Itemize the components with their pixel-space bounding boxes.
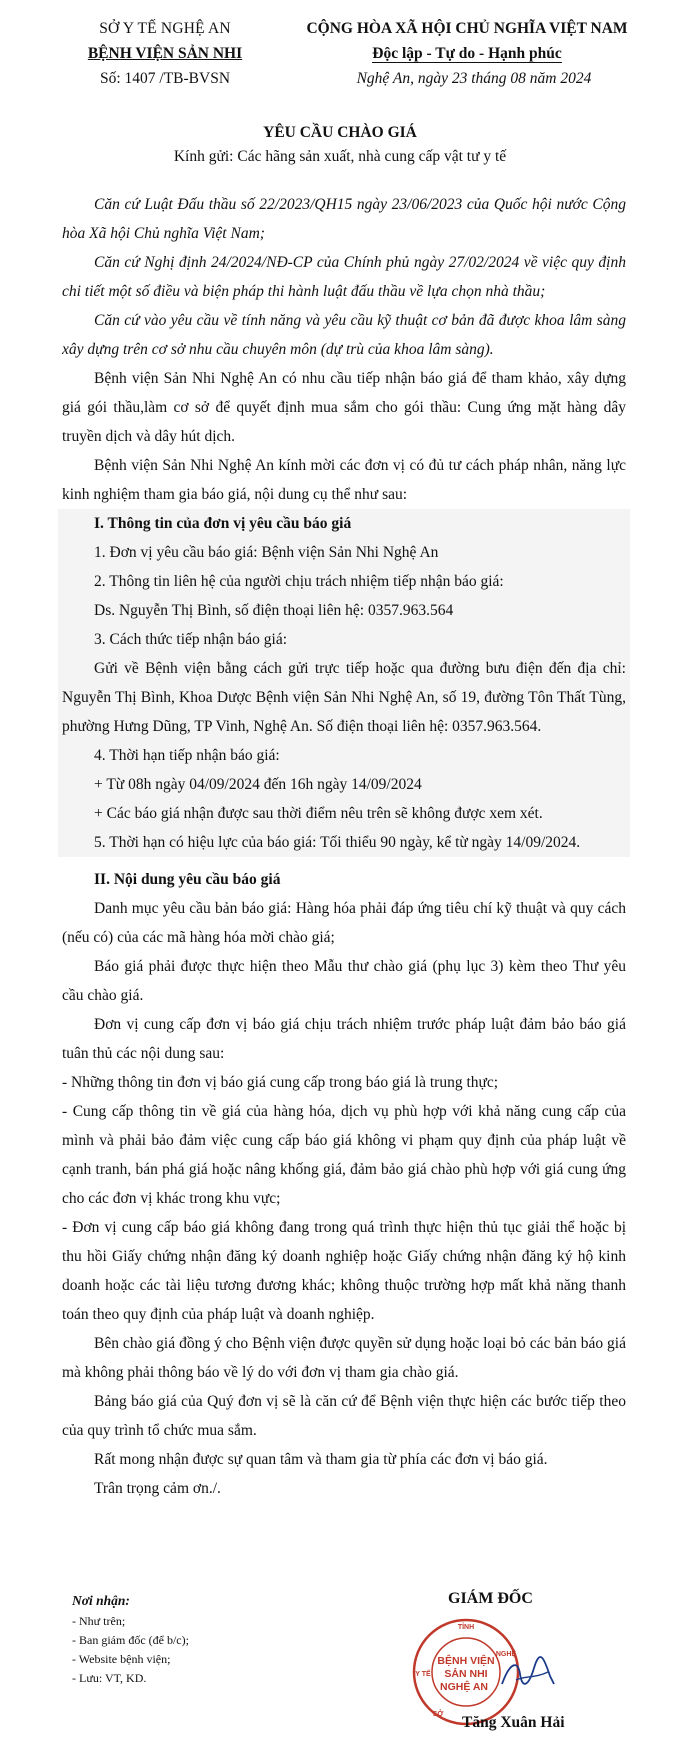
section-1-heading: I. Thông tin của đơn vị yêu cầu báo giá: [94, 515, 352, 532]
basis-paragraph: Căn cứ Luật Đấu thầu số 22/2023/QH15 ngày 23/06/2023 của Quốc hội nước Cộng hòa Xã hội Chủ nghĩa Việt Nam;: [62, 196, 626, 242]
recipient-item: - Ban giám đốc (để b/c);: [72, 1633, 189, 1647]
section-2-paragraph: Đơn vị cung cấp đơn vị báo giá chịu trách nhiệm trước pháp luật đảm bảo báo giá tuân thủ các nội dung sau:: [62, 1016, 626, 1062]
motto-text: Độc lập - Tự do - Hạnh phúc: [372, 45, 562, 62]
section-2-paragraph: Báo giá phải được thực hiện theo Mẫu thư chào giá (phụ lục 3) kèm theo Thư yêu cầu chào giá.: [62, 958, 626, 1004]
recipient-item: - Website bệnh viện;: [72, 1652, 171, 1666]
intro-paragraph: Bệnh viện Sản Nhi Nghệ An có nhu cầu tiếp nhận báo giá để tham khảo, xây dựng giá gói thầu,làm cơ sở để quyết định mua sắm cho gói thầu: Cung ứng mặt hàng dây truyền dịch và dây hút dịch.: [62, 370, 626, 445]
svg-text:Y TẾ: Y TẾ: [415, 1671, 431, 1678]
section-1-item-detail: + Từ 08h ngày 04/09/2024 đến 16h ngày 14/09/2024: [94, 776, 422, 793]
intro-paragraph: Bệnh viện Sản Nhi Nghệ An kính mời các đơn vị có đủ tư cách pháp nhân, năng lực kinh nghiệm tham gia báo giá, nội dung cụ thể như sau:: [62, 457, 626, 503]
section-1-item: 4. Thời hạn tiếp nhận báo giá:: [94, 747, 280, 764]
section-2-paragraph: Bên chào giá đồng ý cho Bệnh viện được quyền sử dụng hoặc loại bỏ các bản báo giá mà không phải thông báo về lý do với đơn vị tham gia chào giá.: [62, 1335, 626, 1381]
section-2-bullet: - Những thông tin đơn vị báo giá cung cấp trong báo giá là trung thực;: [62, 1074, 499, 1091]
svg-text:NGHỆ AN: NGHỆ AN: [439, 1681, 489, 1693]
recipients-label: Nơi nhận:: [72, 1593, 130, 1608]
org-name: SỞ Y TẾ NGHỆ AN: [99, 20, 231, 37]
addressee: Kính gửi: Các hãng sản xuất, nhà cung cấp vật tư y tế: [173, 148, 507, 165]
svg-text:SỞ: SỞ: [432, 1711, 444, 1718]
section-1-item: 1. Đơn vị yêu cầu báo giá: Bệnh viện Sản Nhi Nghệ An: [94, 544, 439, 561]
document-body: [62, 190, 626, 1503]
signer-name: Tăng Xuân Hải: [462, 1714, 565, 1731]
section-1-item-detail: + Các báo giá nhận được sau thời điểm nêu trên sẽ không được xem xét.: [94, 805, 543, 822]
section-1: [58, 509, 630, 857]
section-2-paragraph: Rất mong nhận được sự quan tâm và tham gia từ phía các đơn vị báo giá.: [94, 1451, 548, 1468]
hospital-name: BỆNH VIỆN SẢN NHI: [87, 45, 243, 62]
section-2-bullet: - Cung cấp thông tin về giá của hàng hóa, dịch vụ phù hợp với khả năng cung cấp của mình và phải bảo đảm việc cung cấp báo giá không vi phạm quy định của pháp luật về cạnh tranh, bán phá giá hoặc nâng khống giá, đảm bảo giá chào phù hợp với giá cung ứng cho các đơn vị khác trong khu vực;: [62, 1103, 626, 1207]
svg-text:NGHỆ: NGHỆ: [495, 1651, 517, 1658]
section-2-paragraph: Danh mục yêu cầu bản báo giá: Hàng hóa phải đáp ứng tiêu chí kỹ thuật và quy cách (nếu có) của các mã hàng hóa mời chào giá;: [62, 900, 626, 946]
closing-line: Trân trọng cảm ơn./.: [94, 1480, 221, 1497]
nation-title: CỘNG HÒA XÃ HỘI CHỦ NGHĨA VIỆT NAM: [306, 20, 628, 37]
section-1-item: 2. Thông tin liên hệ của người chịu trách nhiệm tiếp nhận báo giá:: [94, 573, 504, 590]
dateline: Nghệ An, ngày 23 tháng 08 năm 2024: [356, 70, 592, 87]
section-2-heading: II. Nội dung yêu cầu báo giá: [94, 871, 281, 888]
header-left: [60, 16, 270, 91]
svg-text:TỈNH: TỈNH: [457, 1624, 475, 1631]
header-right: [268, 16, 666, 91]
basis-paragraph: Căn cứ vào yêu cầu về tính năng và yêu cầu kỹ thuật cơ bản đã được khoa lâm sàng xây dựng trên cơ sở nhu cầu chuyên môn (dự trù của khoa lâm sàng).: [62, 312, 626, 358]
svg-text:SẢN NHI: SẢN NHI: [444, 1668, 488, 1680]
recipient-item: - Lưu: VT, KD.: [72, 1671, 147, 1685]
motto: [268, 41, 666, 66]
section-1-item-detail: Gửi về Bệnh viện bằng cách gửi trực tiếp hoặc qua đường bưu điện đến địa chỉ: Nguyễn Thị Bình, Khoa Dược Bệnh viện Sản Nhi Nghệ An, số 19, đường Tôn Thất Tùng, phường Hưng Dũng, TP Vinh, Nghệ An. Số điện thoại liên hệ: 0357.963.564.: [62, 660, 626, 735]
document-title: YÊU CẦU CHÀO GIÁ: [263, 124, 417, 141]
doc-number: Số: 1407 /TB-BVSN: [99, 70, 231, 87]
section-2-paragraph: Bảng báo giá của Quý đơn vị sẽ là căn cứ để Bệnh viện thực hiện các bước tiếp theo của quy trình tổ chức mua sắm.: [62, 1393, 626, 1439]
signer-position: GIÁM ĐỐC: [448, 1590, 533, 1607]
section-2-bullet: - Đơn vị cung cấp báo giá không đang trong quá trình thực hiện thủ tục giải thể hoặc bị thu hồi Giấy chứng nhận đăng ký doanh nghiệp hoặc Giấy chứng nhận đăng ký hộ kinh doanh hoặc các tài liệu tương đương khác; không thuộc trường hợp mất khả năng thanh toán theo quy định của pháp luật và doanh nghiệp.: [62, 1219, 626, 1323]
section-1-item-detail: Ds. Nguyễn Thị Bình, số điện thoại liên hệ: 0357.963.564: [94, 602, 454, 619]
handwritten-signature: [498, 1654, 558, 1694]
recipient-item: - Như trên;: [72, 1614, 126, 1628]
recipients-block: [72, 1590, 189, 1688]
section-1-item: 5. Thời hạn có hiệu lực của báo giá: Tối thiểu 90 ngày, kể từ ngày 14/09/2024.: [94, 834, 581, 851]
svg-text:BỆNH VIỆN: BỆNH VIỆN: [437, 1655, 495, 1667]
section-1-item: 3. Cách thức tiếp nhận báo giá:: [94, 631, 288, 648]
basis-paragraph: Căn cứ Nghị định 24/2024/NĐ-CP của Chính phủ ngày 27/02/2024 về việc quy định chi tiết một số điều và biện pháp thi hành luật đấu thầu về lựa chọn nhà thầu;: [62, 254, 626, 300]
